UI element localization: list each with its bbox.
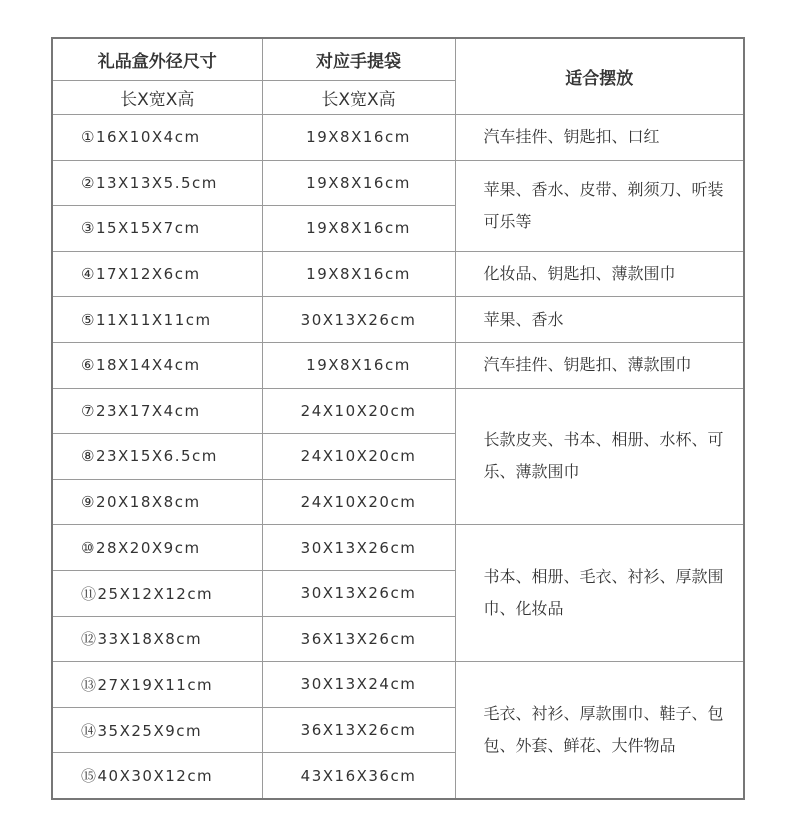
table-row <box>52 525 744 571</box>
bag-size-cell: 19X8X16cm <box>262 251 455 297</box>
bag-size-cell: 24X10X20cm <box>262 388 455 434</box>
box-size-cell: ①16X10X4cm <box>52 115 262 161</box>
bag-size-cell: 19X8X16cm <box>262 115 455 161</box>
box-size-cell: ⑩28X20X9cm <box>52 525 262 571</box>
box-size-cell: ⑦23X17X4cm <box>52 388 262 434</box>
suitable-items-cell: 汽车挂件、钥匙扣、口红 <box>455 115 744 161</box>
bag-size-cell: 19X8X16cm <box>262 342 455 388</box>
bag-size-cell: 30X13X26cm <box>262 525 455 571</box>
bag-size-cell: 30X13X24cm <box>262 662 455 708</box>
header-bag-size: 对应手提袋 <box>262 38 455 81</box>
table-row <box>52 160 744 206</box>
box-size-cell: ⑫33X18X8cm <box>52 616 262 662</box>
header-row <box>52 38 744 81</box>
box-size-cell: ⑬27X19X11cm <box>52 662 262 708</box>
bag-size-cell: 36X13X26cm <box>262 616 455 662</box>
box-size-cell: ⑪25X12X12cm <box>52 570 262 616</box>
header-box-dims: 长X宽X高 <box>52 81 262 115</box>
box-size-cell: ②13X13X5.5cm <box>52 160 262 206</box>
box-size-cell: ⑨20X18X8cm <box>52 479 262 525</box>
box-size-cell: ⑮40X30X12cm <box>52 753 262 799</box>
size-table <box>51 37 745 800</box>
bag-size-cell: 30X13X26cm <box>262 297 455 343</box>
suitable-items-cell: 苹果、香水 <box>455 297 744 343</box>
table-row <box>52 251 744 297</box>
bag-size-cell: 19X8X16cm <box>262 160 455 206</box>
suitable-items-cell: 化妆品、钥匙扣、薄款围巾 <box>455 251 744 297</box>
suitable-items-cell: 毛衣、衬衫、厚款围巾、鞋子、包包、外套、鲜花、大件物品 <box>455 662 744 799</box>
bag-size-cell: 24X10X20cm <box>262 479 455 525</box>
bag-size-cell: 43X16X36cm <box>262 753 455 799</box>
bag-size-cell: 19X8X16cm <box>262 206 455 252</box>
table-row <box>52 388 744 434</box>
suitable-items-cell: 汽车挂件、钥匙扣、薄款围巾 <box>455 342 744 388</box>
table-row <box>52 342 744 388</box>
table-row <box>52 662 744 708</box>
box-size-cell: ⑥18X14X4cm <box>52 342 262 388</box>
bag-size-cell: 36X13X26cm <box>262 707 455 753</box>
bag-size-cell: 24X10X20cm <box>262 434 455 480</box>
bag-size-cell: 30X13X26cm <box>262 570 455 616</box>
suitable-items-cell: 苹果、香水、皮带、剃须刀、听装可乐等 <box>455 160 744 251</box>
box-size-cell: ③15X15X7cm <box>52 206 262 252</box>
header-box-size: 礼品盒外径尺寸 <box>52 38 262 81</box>
box-size-cell: ⑧23X15X6.5cm <box>52 434 262 480</box>
header-bag-dims: 长X宽X高 <box>262 81 455 115</box>
suitable-items-cell: 书本、相册、毛衣、衬衫、厚款围巾、化妆品 <box>455 525 744 662</box>
table-row <box>52 297 744 343</box>
table-row <box>52 115 744 161</box>
box-size-cell: ⑤11X11X11cm <box>52 297 262 343</box>
header-suitable-items: 适合摆放 <box>455 38 744 115</box>
box-size-cell: ⑭35X25X9cm <box>52 707 262 753</box>
suitable-items-cell: 长款皮夹、书本、相册、水杯、可乐、薄款围巾 <box>455 388 744 525</box>
box-size-cell: ④17X12X6cm <box>52 251 262 297</box>
